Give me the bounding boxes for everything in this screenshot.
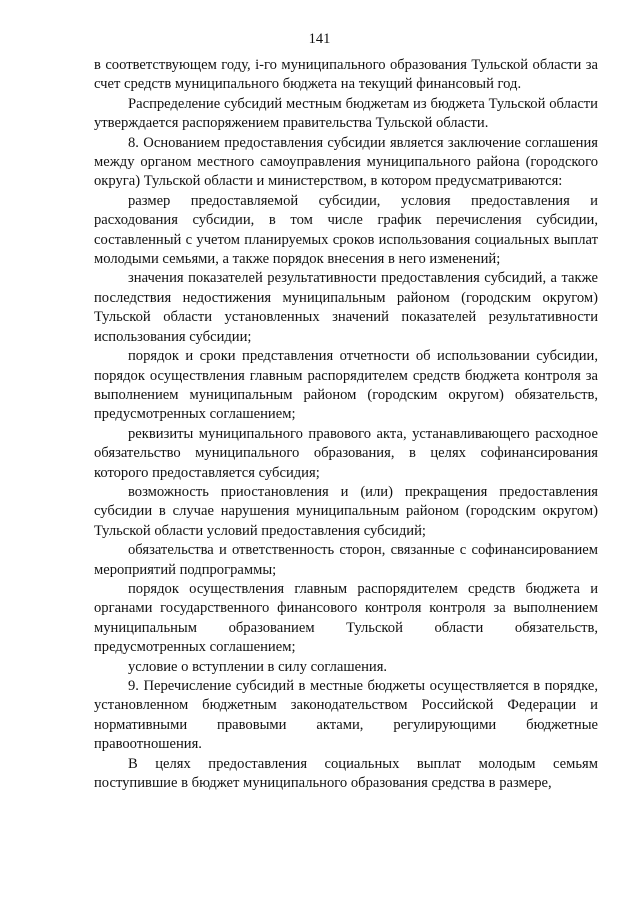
paragraph-entry-into-force: условие о вступлении в силу соглашения. (128, 658, 388, 675)
paragraph-social-payments: В целях предоставления социальных выплат молодым семьям поступившие в бюджет муниципального образования средства в размере, (94, 755, 598, 792)
paragraph-continuation: в соответствующем году, i-го муниципального образования Тульской области за счет средств муниципального бюджета на текущий финансовый год. (94, 57, 598, 93)
paragraph-legal-act-details: реквизиты муниципального правового акта, устанавливающего расходное обязательство муниципального образования, в целях софинансирования которого предоставляется субсидия; (94, 425, 598, 481)
paragraph-performance-indicators: значения показателей результативности предоставления субсидий, а также последствия недостижения муниципальным районом (городским округом) Тульской области установленных значений показателей результативности использования субсидии; (94, 270, 598, 345)
paragraph-suspension: возможность приостановления и (или) прекращения предоставления субсидии в случае нарушения муниципальным районом (городским округом) Тульской области условий предоставления субсидий; (94, 483, 598, 539)
page-number: 141 (308, 31, 331, 47)
paragraph-section-9: 9. Перечисление субсидий в местные бюджеты осуществляется в порядке, установленном бюджетным законодательством Российской Федерации и нормативными правовыми актами, регулирующими бюджетные правоотношения. (94, 678, 598, 753)
paragraph-obligations: обязательства и ответственность сторон, связанные с софинансированием мероприятий подпрограммы; (94, 542, 598, 578)
paragraph-section-8: 8. Основанием предоставления субсидии является заключение соглашения между органом местного самоуправления муниципального района (городского округа) Тульской области и министерством, в котором предусматриваются: (94, 134, 598, 190)
paragraph-control-procedure: порядок осуществления главным распорядителем средств бюджета и органами государственного финансового контроля контроля за выполнением муниципальным образованием Тульской области обязательств, предусмотренных соглашением; (94, 580, 598, 656)
paragraph-subsidy-distribution: Распределение субсидий местным бюджетам из бюджета Тульской области утверждается распоряжением правительства Тульской области. (94, 95, 598, 132)
paragraph-reporting-procedure: порядок и сроки представления отчетности об использовании субсидии, порядок осуществления главным распорядителем средств бюджета контроля за выполнением муниципальным районом (городским округом) обязательств, предусмотренных соглашением; (94, 348, 598, 423)
document-body (94, 56, 598, 793)
paragraph-subsidy-amount: размер предоставляемой субсидии, условия предоставления и расходования субсидии, в том числе график перечисления субсидии, составленный с учетом планируемых сроков использования социальных выплат молодыми семьями, а также порядок внесения в него изменений; (94, 192, 598, 268)
